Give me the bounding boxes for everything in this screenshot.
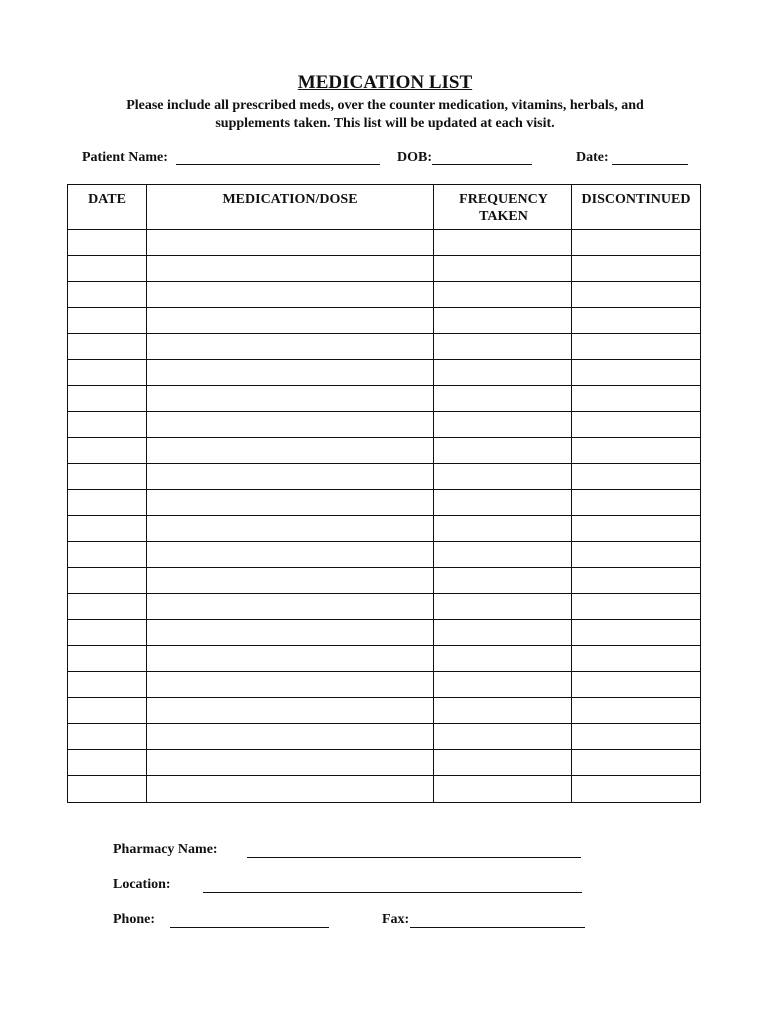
table-row[interactable] <box>68 515 700 516</box>
table-row[interactable] <box>68 645 700 646</box>
column-header-frequency-taken: FREQUENCY TAKEN <box>459 192 548 224</box>
column-divider <box>571 185 572 802</box>
table-row[interactable] <box>68 255 700 256</box>
location-label: Location: <box>113 877 171 892</box>
dob-field[interactable] <box>432 164 532 165</box>
date-field[interactable] <box>612 164 688 165</box>
phone-field[interactable] <box>170 927 329 928</box>
dob-label: DOB: <box>397 150 432 165</box>
pharmacy-name-label: Pharmacy Name: <box>113 842 218 857</box>
patient-name-field[interactable] <box>176 164 380 165</box>
table-row[interactable] <box>68 385 700 386</box>
table-row[interactable] <box>68 775 700 776</box>
table-row[interactable] <box>68 749 700 750</box>
column-header-date: DATE <box>88 192 126 207</box>
table-row[interactable] <box>68 619 700 620</box>
table-row[interactable] <box>68 437 700 438</box>
table-row[interactable] <box>68 359 700 360</box>
patient-name-label: Patient Name: <box>82 150 168 165</box>
table-row[interactable] <box>68 307 700 308</box>
date-label: Date: <box>576 150 609 165</box>
fax-label: Fax: <box>382 912 410 927</box>
instructions-text: Please include all prescribed meds, over the counter medication, vitamins, herbals, and supplements taken. This list will be updated at each visit. <box>126 98 644 131</box>
column-header-medication-dose: MEDICATION/DOSE <box>222 192 358 207</box>
column-header-discontinued: DISCONTINUED <box>581 192 691 207</box>
table-row[interactable] <box>68 541 700 542</box>
table-row[interactable] <box>68 411 700 412</box>
phone-label: Phone: <box>113 912 155 927</box>
column-divider <box>433 185 434 802</box>
table-row[interactable] <box>68 671 700 672</box>
table-row[interactable] <box>68 567 700 568</box>
table-row[interactable] <box>68 333 700 334</box>
pharmacy-name-field[interactable] <box>247 857 581 858</box>
table-row[interactable] <box>68 697 700 698</box>
table-row[interactable] <box>68 281 700 282</box>
table-row[interactable] <box>68 463 700 464</box>
table-row[interactable] <box>68 593 700 594</box>
table-row[interactable] <box>68 489 700 490</box>
column-divider <box>146 185 147 802</box>
fax-field[interactable] <box>410 927 585 928</box>
location-field[interactable] <box>203 892 582 893</box>
table-row[interactable] <box>68 723 700 724</box>
page-title: MEDICATION LIST <box>297 72 473 93</box>
table-row[interactable] <box>68 229 700 230</box>
medication-table <box>67 184 701 803</box>
